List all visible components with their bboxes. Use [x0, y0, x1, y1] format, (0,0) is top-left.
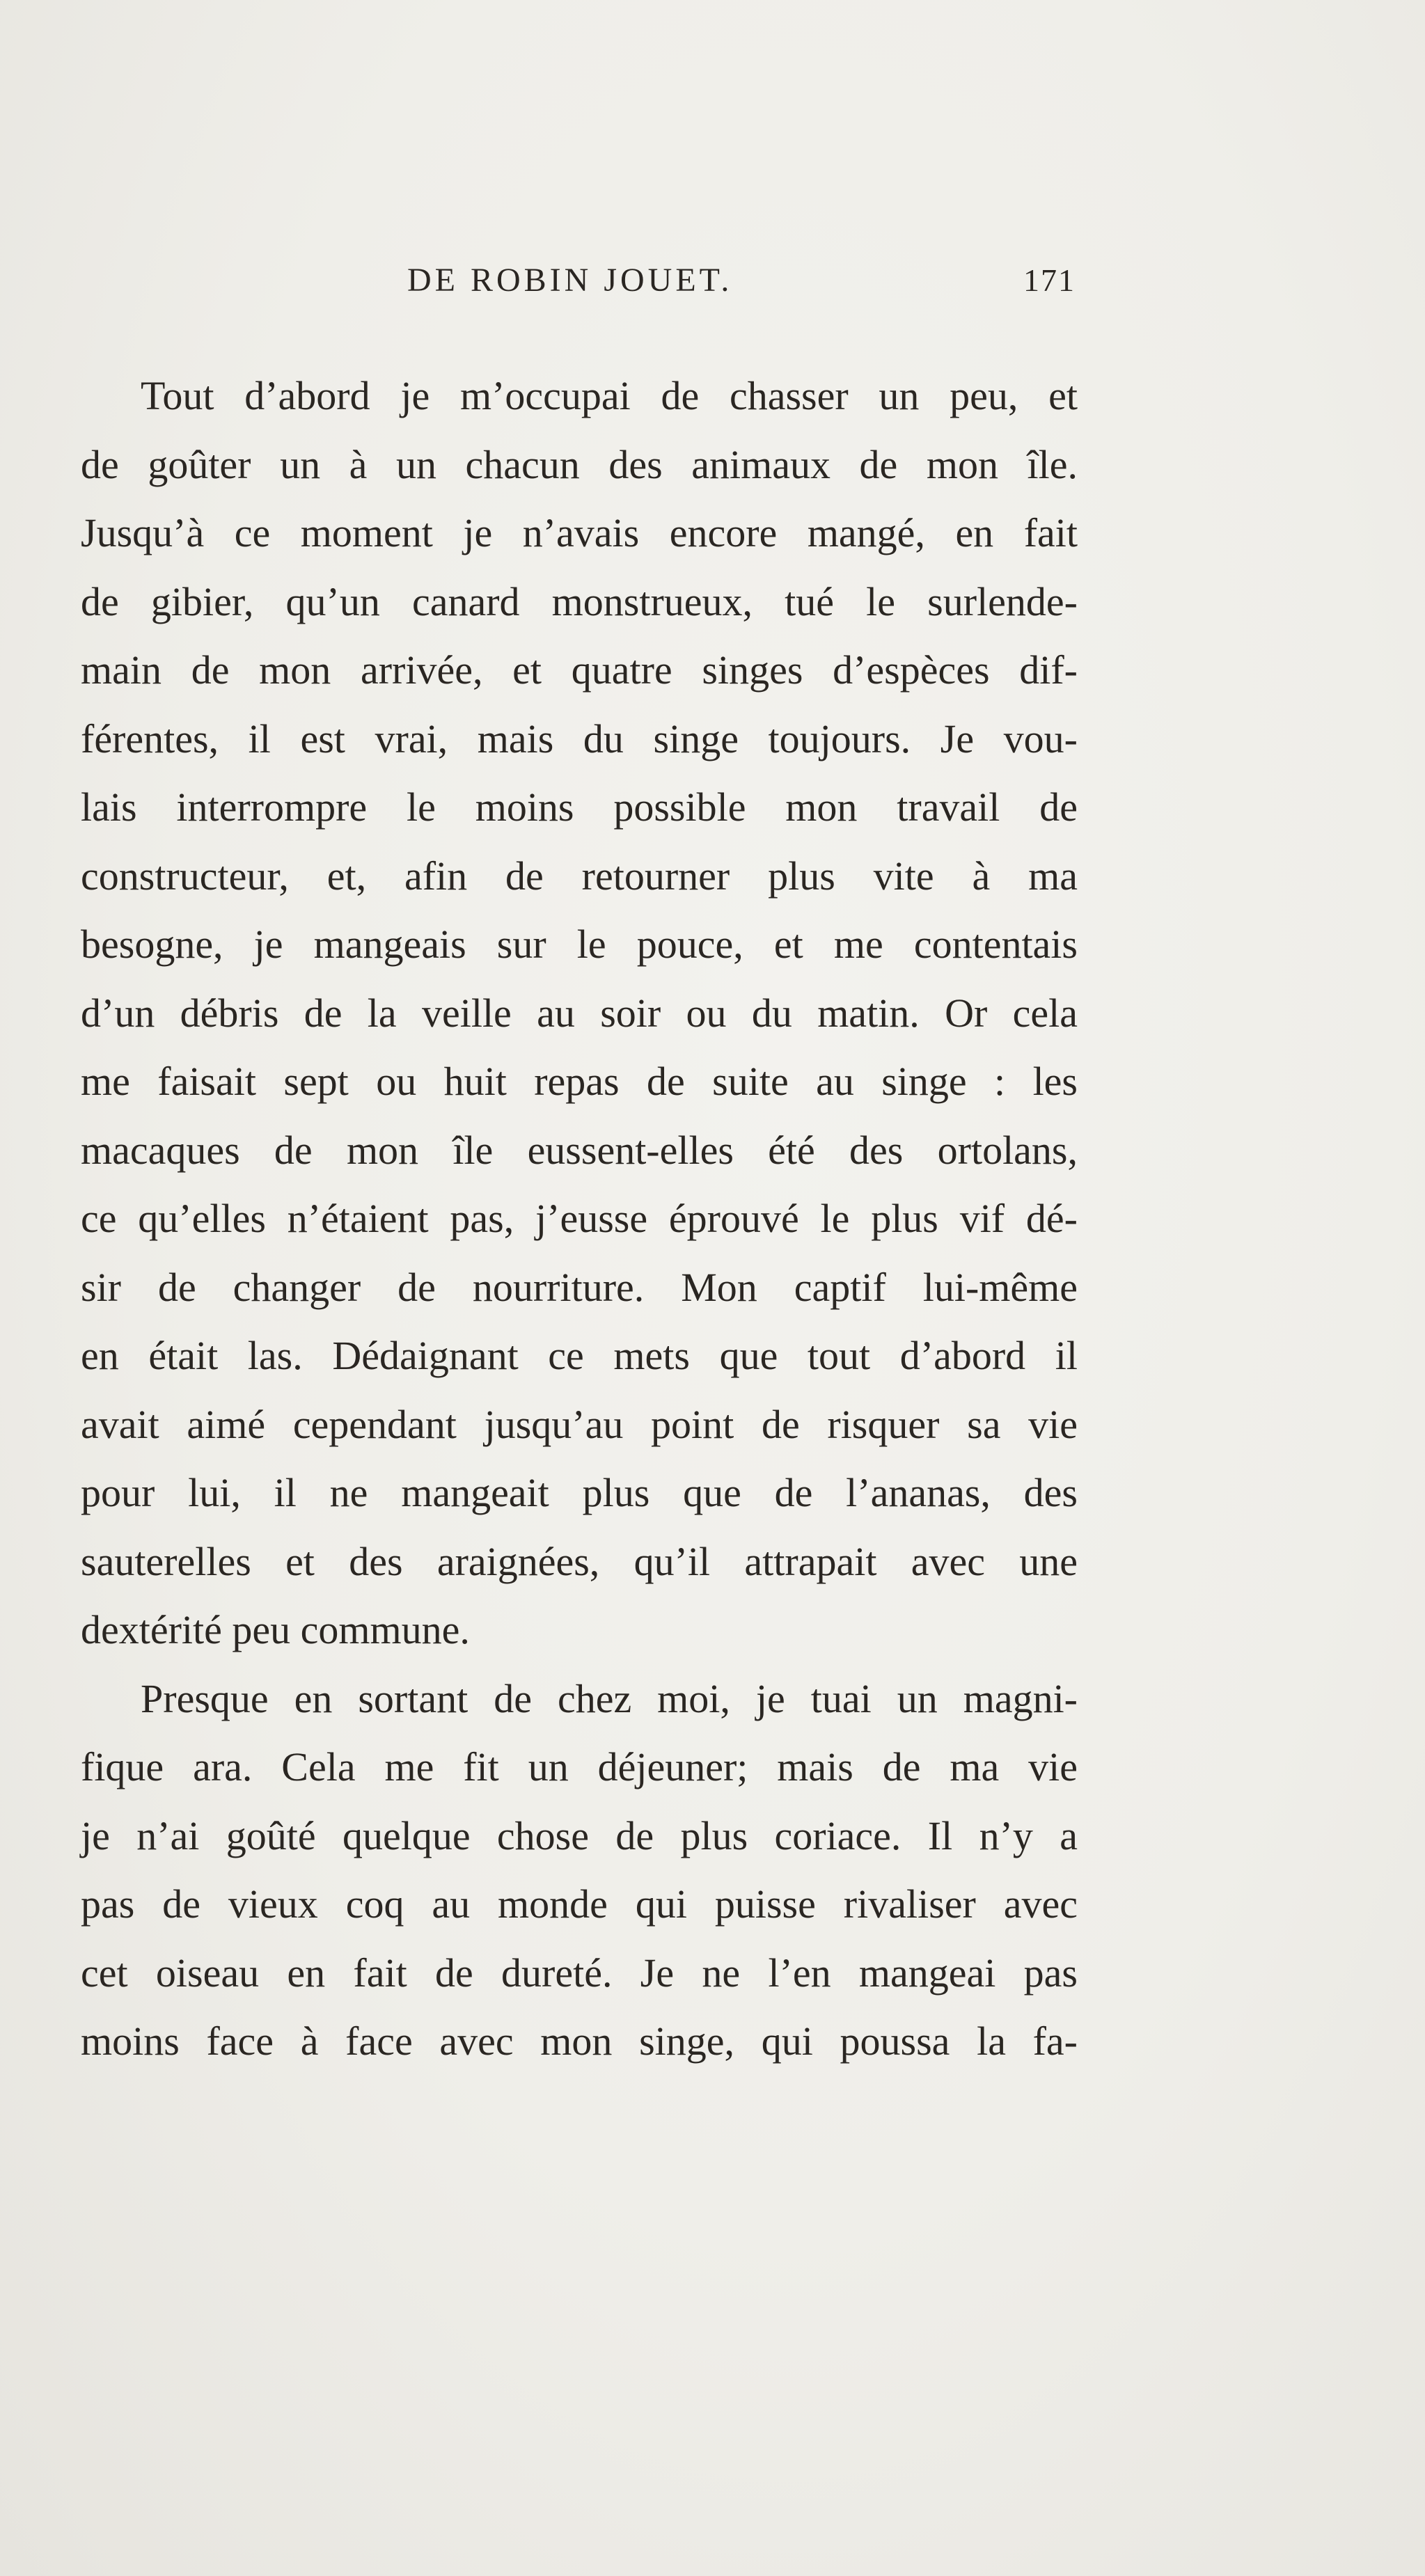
text-line: je n’ai goûté quelque chose de plus coriace. Il n’y a: [81, 1812, 1078, 1858]
page-header: [407, 256, 1076, 305]
text-line: lais interrompre le moins possible mon travail de: [81, 784, 1078, 830]
running-title: DE ROBIN JOUET.: [407, 262, 733, 299]
text-line: pas de vieux coq au monde qui puisse rivaliser avec: [81, 1881, 1078, 1927]
text-line: cet oiseau en fait de dureté. Je ne l’en mangeai pas: [81, 1950, 1078, 1996]
text-line: avait aimé cependant jusqu’au point de risquer sa vie: [81, 1401, 1078, 1447]
text-line: dextérité peu commune.: [81, 1607, 470, 1652]
text-line: besogne, je mangeais sur le pouce, et me contentais: [81, 922, 1078, 967]
text-line: constructeur, et, afin de retourner plus vite à ma: [81, 853, 1078, 899]
paragraph: [81, 1665, 1078, 2076]
text-line: ce qu’elles n’étaient pas, j’eusse éprouvé le plus vif dé-: [81, 1196, 1078, 1241]
page-number: 171: [1023, 262, 1076, 298]
text-line: moins face à face avec mon singe, qui poussa la fa-: [81, 2018, 1078, 2064]
text-line: pour lui, il ne mangeait plus que de l’ananas, des: [81, 1470, 1078, 1515]
text-line: d’un débris de la veille au soir ou du matin. Or cela: [81, 990, 1078, 1036]
text-line: Tout d’abord je m’occupai de chasser un peu, et: [141, 373, 1078, 418]
text-line: sauterelles et des araignées, qu’il attrapait avec une: [81, 1538, 1078, 1584]
text-line: sir de changer de nourriture. Mon captif lui-même: [81, 1264, 1078, 1310]
paragraph: [81, 362, 1078, 1665]
text-line: macaques de mon île eussent-elles été des ortolans,: [81, 1127, 1078, 1173]
text-line: main de mon arrivée, et quatre singes d’espèces dif-: [81, 647, 1078, 693]
text-line: Presque en sortant de chez moi, je tuai un magni-: [141, 1675, 1078, 1721]
text-line: me faisait sept ou huit repas de suite au singe : les: [81, 1059, 1078, 1104]
text-line: férentes, il est vrai, mais du singe toujours. Je vou-: [81, 716, 1078, 761]
text-line: de goûter un à un chacun des animaux de mon île.: [81, 441, 1078, 487]
text-line: en était las. Dédaignant ce mets que tout d’abord il: [81, 1333, 1078, 1378]
text-line: Jusqu’à ce moment je n’avais encore mangé, en fait: [81, 510, 1078, 555]
text-line: fique ara. Cela me fit un déjeuner; mais de ma vie: [81, 1744, 1078, 1789]
text-line: de gibier, qu’un canard monstrueux, tué le surlende-: [81, 578, 1078, 624]
body-text: [81, 362, 1078, 2076]
